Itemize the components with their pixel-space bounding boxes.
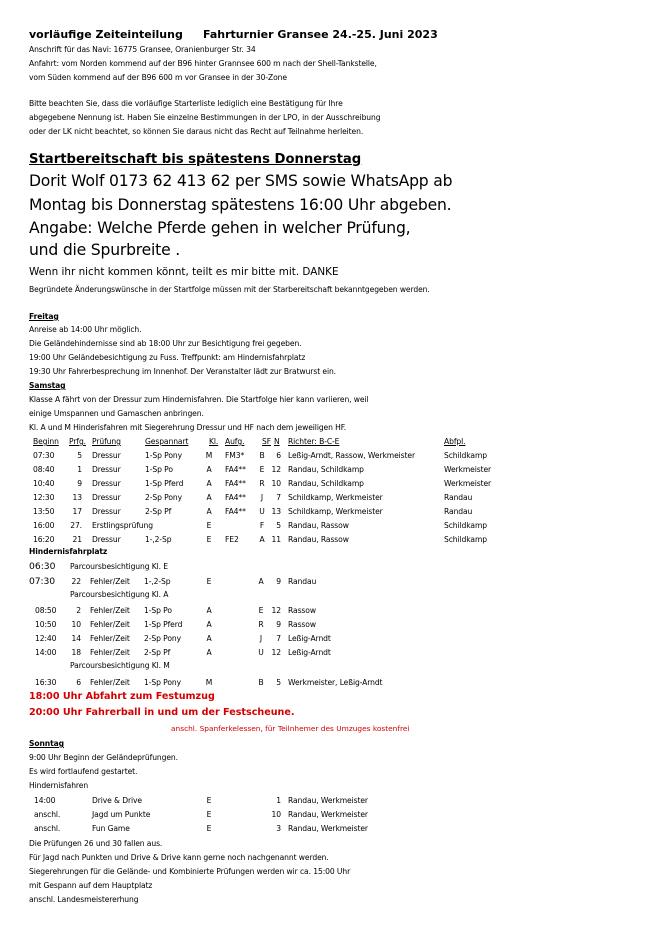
ball-line: 20:00 Uhr Fahrerball in und um der Festscheune.	[29, 707, 295, 718]
cell-sf: B	[259, 451, 265, 460]
obstacle-time: 06:30	[29, 561, 56, 572]
cell-sf: R	[258, 620, 264, 629]
cell-judges: Randau, Werkmeister	[288, 824, 368, 833]
cell-team-type: 2-Sp Pf	[144, 648, 171, 657]
cell-test-number: 14	[71, 634, 81, 643]
cell-class: E	[206, 810, 212, 819]
cell-class: E	[206, 535, 212, 544]
cell-judges: Randau	[288, 577, 317, 586]
cell-class: M	[205, 451, 213, 460]
cell-entries: 7	[276, 634, 281, 643]
cell-entries: 11	[271, 535, 281, 544]
friday-heading: Freitag	[29, 312, 59, 321]
cell-sf: A	[259, 535, 265, 544]
cell-class: E	[206, 796, 212, 805]
cell-start-time: 10:40	[33, 479, 55, 488]
cell-test-number: 5	[77, 451, 82, 460]
cell-entries: 9	[276, 620, 281, 629]
cell-entries: 10	[271, 810, 281, 819]
col-header-class: Kl.	[209, 437, 219, 446]
cell-class: A	[206, 634, 212, 643]
cell-team-type: 1-Sp Pferd	[145, 479, 184, 488]
cell-steward: Randau	[444, 493, 473, 502]
sunday-line: 9:00 Uhr Beginn der Geländeprüfungen.	[29, 753, 178, 762]
cell-steward: Werkmeister	[444, 479, 492, 488]
cell-sf: B	[258, 678, 264, 687]
cell-judges: Rassow	[288, 606, 316, 615]
cell-test-number: 17	[72, 507, 82, 516]
cell-class: M	[205, 678, 213, 687]
cell-judges: Leßig-Arndt	[288, 648, 331, 657]
cell-sf: U	[258, 648, 264, 657]
cell-class: E	[206, 824, 212, 833]
cell-test-name: Fehler/Zeit	[90, 634, 130, 643]
col-header-steward: Abfpl.	[444, 437, 466, 446]
sunday-line: Es wird fortlaufend gestartet.	[29, 767, 138, 776]
cell-class: A	[206, 493, 212, 502]
cell-judges: Randau, Rassow	[288, 535, 349, 544]
cell-class: A	[206, 465, 212, 474]
cell-test-name: Erstlingsprüfung	[92, 521, 153, 530]
col-header-test-number: Prfg.	[69, 437, 86, 446]
cell-test-name: Fehler/Zeit	[90, 648, 130, 657]
cell-entries: 7	[276, 493, 281, 502]
cell-start-time: 10:50	[35, 620, 57, 629]
cell-start-time: 08:50	[35, 606, 57, 615]
sunday-footer-line: anschl. Landesmeistererhung	[29, 895, 139, 904]
cell-entries: 10	[271, 479, 281, 488]
cell-class: A	[206, 648, 212, 657]
cell-sf: J	[260, 493, 264, 502]
cell-test-name: Dressur	[92, 535, 121, 544]
cell-class: A	[206, 507, 212, 516]
cell-test-name: Fehler/Zeit	[90, 577, 130, 586]
cell-test-name: Dressur	[92, 479, 121, 488]
col-header-entries: N	[274, 437, 280, 446]
saturday-heading: Samstag	[29, 381, 66, 390]
parade-line: 18:00 Uhr Abfahrt zum Festumzug	[29, 691, 215, 702]
cell-team-type: 1-,2-Sp	[145, 535, 172, 544]
cell-sf: R	[259, 479, 265, 488]
cell-start-time: 07:30	[33, 451, 55, 460]
sunday-line: Hindernisfahren	[29, 781, 89, 790]
cell-test-name: Fehler/Zeit	[90, 606, 130, 615]
saturday-line: Kl. A und M Hinderisfahren mit Siegerehrung Dressur und HF nach dem jeweiligen HF.	[29, 423, 347, 432]
cell-test-number: 13	[72, 493, 82, 502]
cell-test-number: 18	[71, 648, 81, 657]
cell-test-number: 10	[71, 620, 81, 629]
readiness-line: Angabe: Welche Pferde gehen in welcher Prüfung,	[29, 219, 411, 237]
cell-entries: 6	[276, 451, 281, 460]
notice-line: abgegebene Nennung ist. Haben Sie einzelne Bestimmungen in der LPO, in der Ausschreibung	[29, 113, 381, 122]
cell-start-time: 12:30	[33, 493, 55, 502]
cell-test-name: Dressur	[92, 451, 121, 460]
cell-entries: 12	[271, 648, 281, 657]
cell-test-sheet: FM3*	[225, 451, 245, 460]
cell-start-time: 16:00	[33, 521, 55, 530]
cell-sf: F	[259, 521, 265, 530]
route-south: vom Süden kommend auf der B96 600 m vor Gransee in der 30-Zone	[29, 73, 287, 82]
cell-sf: E	[259, 465, 265, 474]
cell-team-type: 1-Sp Pony	[144, 678, 181, 687]
cell-test-number: 9	[77, 479, 82, 488]
col-header-test-sheet: Aufg.	[225, 437, 245, 446]
notice-line: oder der LK nicht beachtet, so können Sie daraus nicht das Recht auf Teilnahme herleiten.	[29, 127, 364, 136]
readiness-note: Wenn ihr nicht kommen könnt, teilt es mir bitte mit. DANKE	[29, 266, 339, 278]
cell-steward: Randau	[444, 507, 473, 516]
cell-steward: Werkmeister	[444, 465, 492, 474]
cell-entries: 5	[276, 521, 281, 530]
cell-judges: Schildkamp, Werkmeister	[288, 493, 383, 502]
sunday-footer-line: Siegerehrungen für die Gelände- und Kombinierte Prüfungen werden wir ca. 15:00 Uhr	[29, 867, 351, 876]
cell-start-time: 13:50	[33, 507, 55, 516]
readiness-heading: Startbereitschaft bis spätestens Donnerstag	[29, 152, 362, 167]
cell-judges: Leßig-Arndt, Rassow, Werkmeister	[288, 451, 415, 460]
cell-sf: E	[258, 606, 264, 615]
cell-test-number: 2	[76, 606, 81, 615]
sunday-footer-line: Für Jagd nach Punkten und Drive & Drive kann gerne noch nachgenannt werden.	[29, 853, 329, 862]
cell-entries: 13	[271, 507, 281, 516]
cell-start-time: 14:00	[34, 796, 56, 805]
col-header-test-name: Prüfung	[92, 437, 121, 446]
cell-test-name: Drive & Drive	[92, 796, 142, 805]
cell-sf: U	[259, 507, 265, 516]
saturday-line: Klasse A fährt von der Dressur zum Hindernisfahren. Die Startfolge hier kann variieren, weil	[29, 395, 369, 404]
cell-test-name: Fehler/Zeit	[90, 678, 130, 687]
cell-test-sheet: FA4**	[225, 507, 246, 516]
cell-test-number: 21	[72, 535, 82, 544]
cell-team-type: 1-Sp Pony	[145, 451, 182, 460]
course-inspection-e: Parcoursbesichtigung Kl. E	[70, 562, 168, 571]
cell-test-name: Dressur	[92, 507, 121, 516]
cell-judges: Randau, Schildkamp	[288, 479, 364, 488]
cell-test-sheet: FA4**	[225, 493, 246, 502]
cell-class: A	[206, 620, 212, 629]
cell-judges: Randau, Rassow	[288, 521, 349, 530]
cell-test-sheet: FA4**	[225, 465, 246, 474]
cell-test-number: 27.	[70, 521, 82, 530]
route-north: Anfahrt: vom Norden kommend auf der B96 hinter Grannsee 600 m nach der Shell-Tankstelle,	[29, 59, 377, 68]
obstacle-heading: Hindernisfahrplatz	[29, 547, 108, 556]
cell-team-type: 2-Sp Pony	[145, 493, 182, 502]
readiness-line: Montag bis Donnerstag spätestens 16:00 Uhr abgeben.	[29, 196, 452, 214]
cell-team-type: 2-Sp Pf	[145, 507, 172, 516]
cell-steward: Schildkamp	[444, 521, 487, 530]
cell-steward: Schildkamp	[444, 451, 487, 460]
cell-test-name: Fun Game	[92, 824, 130, 833]
cell-sf: J	[259, 634, 263, 643]
cell-judges: Rassow	[288, 620, 316, 629]
cell-judges: Schildkamp, Werkmeister	[288, 507, 383, 516]
cell-test-name: Dressur	[92, 465, 121, 474]
cell-start-time: 14:00	[35, 648, 57, 657]
saturday-line: einige Umspannen und Gamaschen anbringen.	[29, 409, 204, 418]
cell-start-time: 08:40	[33, 465, 55, 474]
cell-test-number: 1	[77, 465, 82, 474]
cell-steward: Schildkamp	[444, 535, 487, 544]
cell-team-type: 1-Sp Pferd	[144, 620, 183, 629]
cell-start-time: 16:30	[35, 678, 57, 687]
cell-test-name: Fehler/Zeit	[90, 620, 130, 629]
cell-sf: A	[258, 577, 264, 586]
cell-team-type: 1-Sp Po	[145, 465, 173, 474]
col-header-sf: SF	[262, 437, 271, 446]
cell-start-time: 12:40	[35, 634, 57, 643]
cell-entries: 1	[276, 796, 281, 805]
course-inspection-m: Parcoursbesichtigung Kl. M	[70, 661, 170, 670]
doc-title: vorläufige Zeiteinteilung	[29, 28, 183, 41]
cell-team-type: 2-Sp Pony	[144, 634, 181, 643]
cell-test-number: 22	[71, 577, 81, 586]
cell-judges: Leßig-Arndt	[288, 634, 331, 643]
cell-judges: Werkmeister, Leßig-Arndt	[288, 678, 383, 687]
notice-line: Bitte beachten Sie, dass die vorläufige Starterliste lediglich eine Bestätigung für Ihre	[29, 99, 343, 108]
cell-entries: 12	[271, 465, 281, 474]
cell-class: A	[206, 606, 212, 615]
sunday-footer-line: Die Prüfungen 26 und 30 fallen aus.	[29, 839, 163, 848]
sunday-footer-line: mit Gespann auf dem Hauptplatz	[29, 881, 153, 890]
course-inspection-a: Parcoursbesichtigung Kl. A	[70, 590, 169, 599]
navi-address: Anschrift für das Navi: 16775 Gransee, Oranienburger Str. 34	[29, 45, 256, 54]
col-header-judges: Richter: B-C-E	[288, 437, 340, 446]
cell-test-sheet: FA4**	[225, 479, 246, 488]
readiness-small: Begründete Änderungswünsche in der Startfolge müssen mit der Starbereitschaft bekanntgegeben werden.	[29, 285, 430, 294]
readiness-line: Dorit Wolf 0173 62 413 62 per SMS sowie WhatsApp ab	[29, 172, 453, 190]
cell-judges: Randau, Werkmeister	[288, 810, 368, 819]
cell-team-type: 1-,2-Sp	[144, 577, 171, 586]
cell-class: E	[206, 577, 212, 586]
cell-test-name: Jagd um Punkte	[92, 810, 151, 819]
cell-test-number: 6	[76, 678, 81, 687]
cell-class: E	[206, 521, 212, 530]
col-header-team-type: Gespannart	[145, 437, 189, 446]
friday-line: Anreise ab 14:00 Uhr möglich.	[29, 325, 142, 334]
cell-class: A	[206, 479, 212, 488]
readiness-line: und die Spurbreite .	[29, 241, 181, 259]
cell-start-time: 16:20	[33, 535, 55, 544]
cell-team-type: 1-Sp Po	[144, 606, 172, 615]
cell-start-time: anschl.	[34, 824, 61, 833]
sunday-heading: Sonntag	[29, 739, 64, 748]
event-title: Fahrturnier Gransee 24.-25. Juni 2023	[203, 28, 438, 41]
cell-entries: 12	[271, 606, 281, 615]
cell-start-time: 07:30	[29, 576, 55, 587]
cell-entries: 5	[276, 678, 281, 687]
cell-judges: Randau, Werkmeister	[288, 796, 368, 805]
friday-line: 19:30 Uhr Fahrerbesprechung im Innenhof. Der Veranstalter lädt zur Bratwurst ein.	[29, 367, 336, 376]
ball-note: anschl. Spanferkelessen, für Teilnhemer des Umzuges kostenfrei	[171, 724, 410, 733]
friday-line: Die Geländehindernisse sind ab 18:00 Uhr zur Besichtigung frei gegeben.	[29, 339, 302, 348]
cell-entries: 9	[276, 577, 281, 586]
cell-test-name: Dressur	[92, 493, 121, 502]
cell-start-time: anschl.	[34, 810, 61, 819]
cell-test-sheet: FE2	[225, 535, 239, 544]
cell-judges: Randau, Schildkamp	[288, 465, 364, 474]
cell-entries: 3	[276, 824, 281, 833]
friday-line: 19:00 Uhr Geländebesichtigung zu Fuss. Treffpunkt: am Hindernisfahrplatz	[29, 353, 306, 362]
col-header-start-time: Beginn	[33, 437, 59, 446]
